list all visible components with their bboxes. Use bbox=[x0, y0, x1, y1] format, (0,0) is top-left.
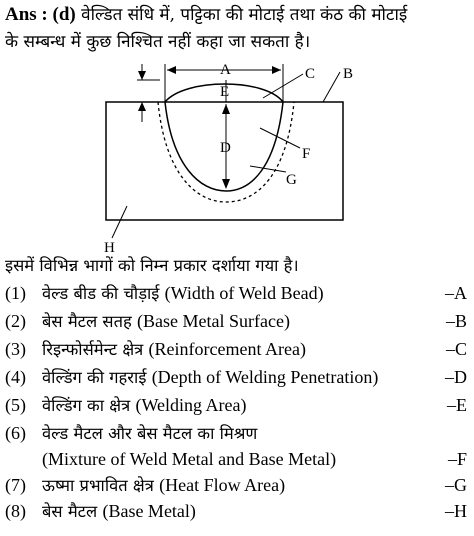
label-g: G bbox=[286, 172, 297, 188]
list-item bbox=[5, 498, 467, 524]
item-code: –D bbox=[445, 367, 467, 387]
list-item bbox=[5, 364, 467, 390]
item-hindi: ऊष्मा प्रभावित क्षेत्र bbox=[42, 476, 154, 495]
item-english: (Heat Flow Area) bbox=[159, 475, 286, 495]
item-text bbox=[42, 280, 324, 307]
label-f: F bbox=[302, 146, 311, 162]
intro-text: इसमें विभिन्न भागों को निम्न प्रकार दर्शाया गया है। bbox=[5, 256, 299, 275]
item-code: –G bbox=[445, 475, 467, 495]
item-number: (3) bbox=[5, 339, 26, 359]
list-item bbox=[5, 420, 467, 446]
item-number: (8) bbox=[5, 501, 26, 521]
list-item bbox=[5, 472, 467, 498]
item-hindi: वेल्डिंग की गहराई bbox=[42, 368, 147, 387]
item-english: (Base Metal) bbox=[102, 501, 196, 521]
item-text bbox=[42, 420, 257, 447]
answer-text-1: वेल्डित संधि में, पट्टिका की मोटाई तथा कंठ की मोटाई bbox=[75, 5, 408, 25]
item-english: (Mixture of Weld Metal and Base Metal) bbox=[42, 449, 337, 469]
item-hindi: वेल्ड मैटल और बेस मैटल का मिश्रण bbox=[42, 424, 258, 443]
item-text bbox=[42, 336, 306, 363]
item-text bbox=[42, 308, 290, 335]
label-h: H bbox=[104, 240, 115, 256]
answer-line-2: के सम्बन्ध में कुछ निश्चित नहीं कहा जा सकता है। bbox=[5, 32, 311, 52]
item-hindi: रिइन्फोर्समेन्ट क्षेत्र bbox=[42, 340, 144, 359]
item-text bbox=[42, 392, 246, 419]
item-code: –F bbox=[447, 449, 467, 469]
list-item bbox=[5, 446, 467, 472]
item-english: (Base Metal Surface) bbox=[137, 311, 290, 331]
item-english: (Depth of Welding Penetration) bbox=[151, 367, 379, 387]
item-hindi: वेल्ड बीड की चौड़ाई bbox=[42, 284, 160, 303]
label-b: B bbox=[343, 66, 354, 82]
list-item bbox=[5, 308, 467, 334]
answer-line-1 bbox=[5, 3, 469, 27]
label-d: D bbox=[220, 140, 231, 156]
answer-lead: Ans : (d) bbox=[5, 4, 76, 25]
item-code: –B bbox=[445, 311, 467, 331]
item-text bbox=[42, 498, 196, 525]
item-hindi: वेल्डिंग का क्षेत्र bbox=[42, 396, 131, 415]
item-number: (6) bbox=[5, 423, 26, 443]
list-item bbox=[5, 392, 467, 418]
list-item bbox=[5, 280, 467, 306]
label-a: A bbox=[220, 62, 231, 78]
item-english: (Welding Area) bbox=[135, 395, 247, 415]
item-number: (7) bbox=[5, 475, 26, 495]
item-code: –H bbox=[445, 501, 467, 521]
item-hindi: बेस मैटल bbox=[42, 502, 98, 521]
label-c: C bbox=[305, 66, 316, 82]
item-text bbox=[42, 472, 285, 499]
weld-diagram bbox=[0, 56, 474, 256]
item-code: –A bbox=[445, 283, 467, 303]
item-number: (2) bbox=[5, 311, 26, 331]
label-e: E bbox=[220, 84, 230, 100]
item-text bbox=[42, 446, 336, 473]
item-number: (5) bbox=[5, 395, 26, 415]
item-number: (4) bbox=[5, 367, 26, 387]
item-hindi: बेस मैटल सतह bbox=[42, 312, 132, 331]
item-english: (Width of Weld Bead) bbox=[164, 283, 324, 303]
item-english: (Reinforcement Area) bbox=[148, 339, 306, 359]
item-text bbox=[42, 364, 378, 391]
item-code: –E bbox=[447, 395, 467, 415]
item-number: (1) bbox=[5, 283, 26, 303]
item-code: –C bbox=[445, 339, 467, 359]
list-item bbox=[5, 336, 467, 362]
